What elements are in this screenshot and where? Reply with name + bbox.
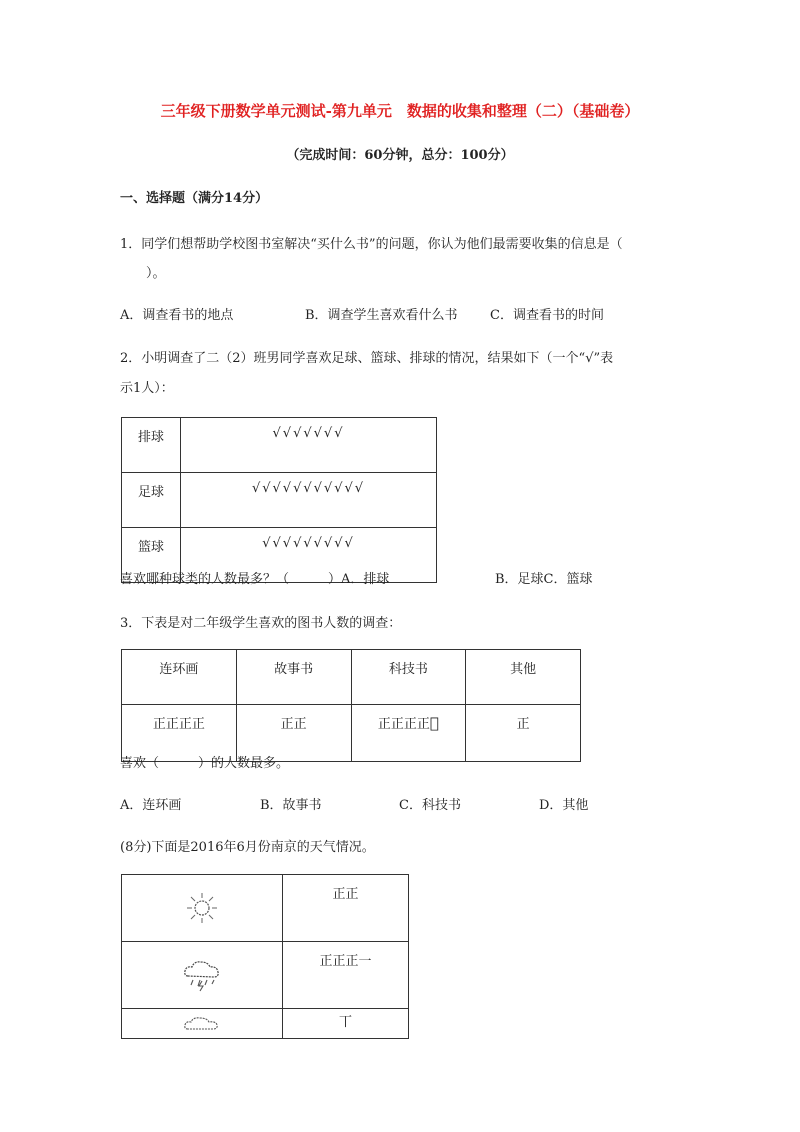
row-label: 排球 xyxy=(122,418,181,473)
table-row xyxy=(122,418,437,473)
table-row xyxy=(122,942,409,1009)
tally-cell: 正正 xyxy=(236,705,351,762)
tally-cell: 正 xyxy=(466,705,581,762)
table-row xyxy=(122,875,409,942)
ball-survey-table xyxy=(121,417,437,583)
table-row xyxy=(122,650,581,705)
q2-text-line2: 示1人）： xyxy=(120,381,174,396)
q2-question: 喜欢哪种球类的人数最多？（ ）A．排球 xyxy=(120,572,390,587)
q3-option-c: C．科技书 xyxy=(399,798,461,813)
page-title: 三年级下册数学单元测试-第九单元 数据的收集和整理（二）（基础卷） xyxy=(160,102,640,120)
book-survey-table xyxy=(121,649,581,762)
tally-cell xyxy=(351,705,466,762)
table-row xyxy=(122,473,437,528)
rain-cloud-icon xyxy=(180,958,224,992)
q1-option-a: A．调查看书的地点 xyxy=(120,308,234,323)
q3-option-d: D．其他 xyxy=(539,798,589,813)
q3-intro: 3．下表是对二年级学生喜欢的图书人数的调查： xyxy=(120,616,402,631)
row-label: 足球 xyxy=(122,473,181,528)
q1-option-b: B．调查学生喜欢看什么书 xyxy=(305,308,458,323)
tally-cell: 正正正一 xyxy=(283,942,409,1009)
check-marks: √√√√√√√√√ xyxy=(181,528,437,583)
check-marks: √√√√√√√√√√√ xyxy=(181,473,437,528)
q1-text-line1: 1．同学们想帮助学校图书室解决“买什么书”的问题，你认为他们最需要收集的信息是（ xyxy=(120,237,623,252)
tally-cell: 丅 xyxy=(283,1009,409,1039)
q4-intro: (8分)下面是2016年6月份南京的天气情况。 xyxy=(120,840,375,855)
q2-text-line1: 2．小明调查了二（2）班男同学喜欢足球、篮球、排球的情况，结果如下（一个“√”表 xyxy=(120,351,614,366)
q1-text-line2: ）。 xyxy=(120,266,166,281)
sun-icon xyxy=(182,891,222,925)
tally-text: 正正正正 xyxy=(377,717,430,732)
tally-cell: 正正正正 xyxy=(122,705,237,762)
weather-icon-cell xyxy=(122,875,283,942)
header-cell: 其他 xyxy=(466,650,581,705)
q3-option-a: A．连环画 xyxy=(120,798,182,813)
row-label: 篮球 xyxy=(122,528,181,583)
q2-option-b: B．足球C．篮球 xyxy=(495,572,593,587)
table-row xyxy=(122,1009,409,1039)
header-cell: 连环画 xyxy=(122,650,237,705)
weather-icon-cell xyxy=(122,1009,283,1039)
header-cell: 故事书 xyxy=(236,650,351,705)
weather-table xyxy=(121,874,409,1039)
cloud-icon xyxy=(182,1015,222,1033)
q3-question: 喜欢（ ）的人数最多。 xyxy=(120,756,290,771)
page-subtitle: （完成时间：60分钟，总分：100分） xyxy=(286,148,514,163)
section-heading: 一、选择题（满分14分） xyxy=(120,191,269,206)
check-marks: √√√√√√√ xyxy=(181,418,437,473)
q1-option-c: C．调查看书的时间 xyxy=(490,308,604,323)
weather-icon-cell xyxy=(122,942,283,1009)
tally-partial: 𠀆 xyxy=(429,714,439,732)
header-cell: 科技书 xyxy=(351,650,466,705)
q3-option-b: B．故事书 xyxy=(260,798,322,813)
tally-cell: 正正 xyxy=(283,875,409,942)
